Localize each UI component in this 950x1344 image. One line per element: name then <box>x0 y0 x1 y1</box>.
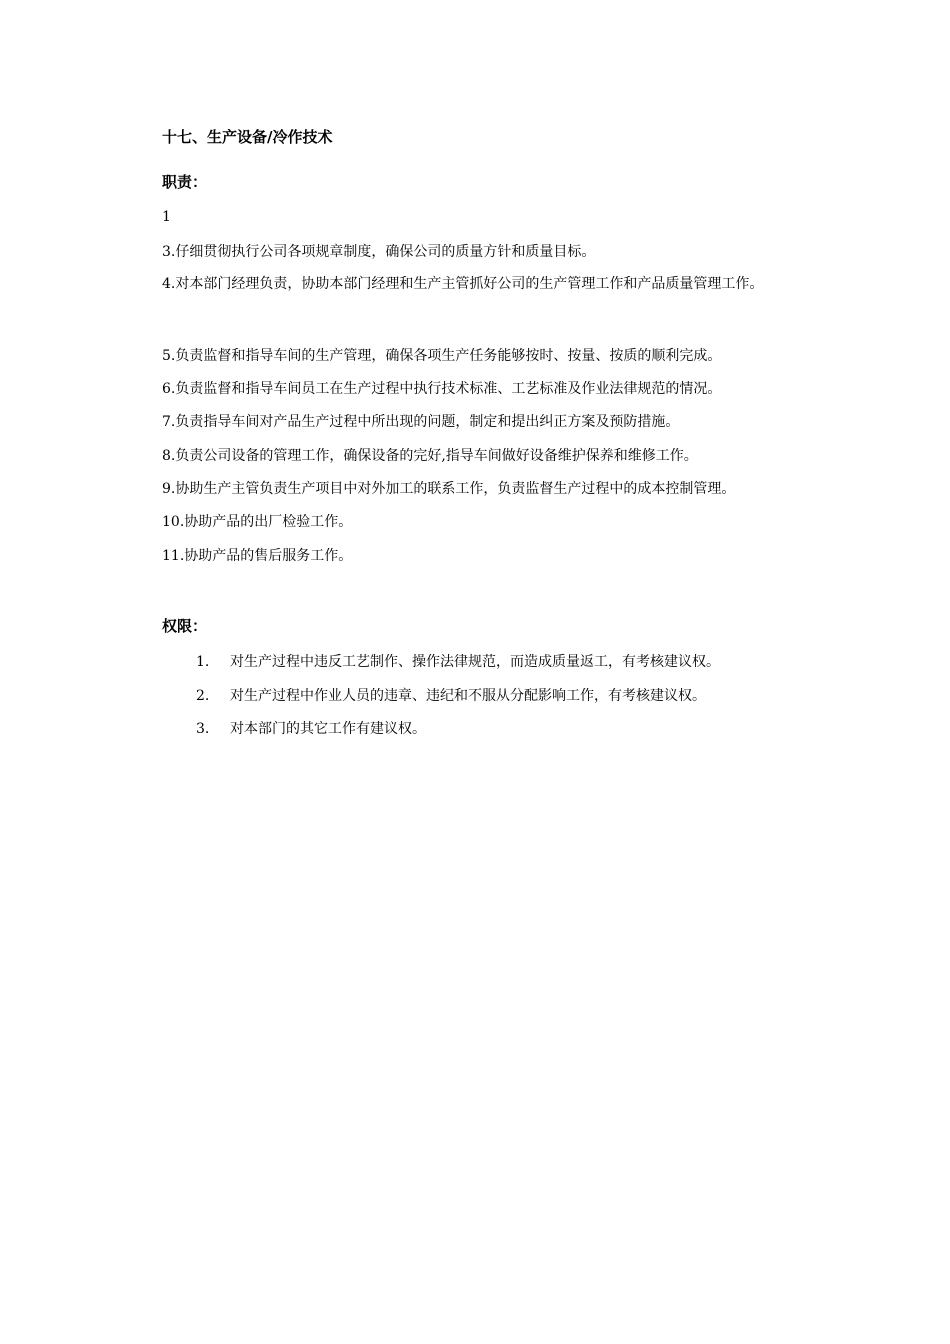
authority-item <box>196 651 720 673</box>
duty-item-4: 4.对本部门经理负责，协助本部门经理和生产主管抓好公司的生产管理工作和产品质量管理工作。 <box>162 276 764 292</box>
duty-item-6: 6.负责监督和指导车间员工在生产过程中执行技术标准、工艺标准及作业法律规范的情况。 <box>162 381 722 397</box>
authority-number: 3. <box>196 721 210 737</box>
authority-item <box>196 718 426 740</box>
duty-item-9: 9.协助生产主管负责生产项目中对外加工的联系工作，负责监督生产过程中的成本控制管理。 <box>162 481 736 497</box>
authority-heading: 权限： <box>162 617 208 635</box>
duty-item-7: 7.负责指导车间对产品生产过程中所出现的问题，制定和提出纠正方案及预防措施。 <box>162 414 680 430</box>
authority-text: 对本部门的其它工作有建议权。 <box>230 721 426 737</box>
duty-item-10: 10.协助产品的出厂检验工作。 <box>162 514 353 530</box>
section-title: 十七、生产设备/冷作技术 <box>162 128 333 146</box>
duty-item-1: 1 <box>162 209 171 225</box>
authority-number: 2. <box>196 688 210 704</box>
authority-number: 1. <box>196 654 210 670</box>
duty-item-5: 5.负责监督和指导车间的生产管理，确保各项生产任务能够按时、按量、按质的顺利完成。 <box>162 348 722 364</box>
duty-item-11: 11.协助产品的售后服务工作。 <box>162 548 353 564</box>
authority-item <box>196 685 706 707</box>
authority-text: 对生产过程中作业人员的违章、违纪和不服从分配影响工作，有考核建议权。 <box>230 688 706 704</box>
authority-text: 对生产过程中违反工艺制作、操作法律规范，而造成质量返工，有考核建议权。 <box>230 654 720 670</box>
duty-item-3: 3.仔细贯彻执行公司各项规章制度，确保公司的质量方针和质量目标。 <box>162 244 596 260</box>
duties-heading: 职责： <box>162 173 208 191</box>
duty-item-8: 8.负责公司设备的管理工作，确保设备的完好,指导车间做好设备维护保养和维修工作。 <box>162 448 698 464</box>
